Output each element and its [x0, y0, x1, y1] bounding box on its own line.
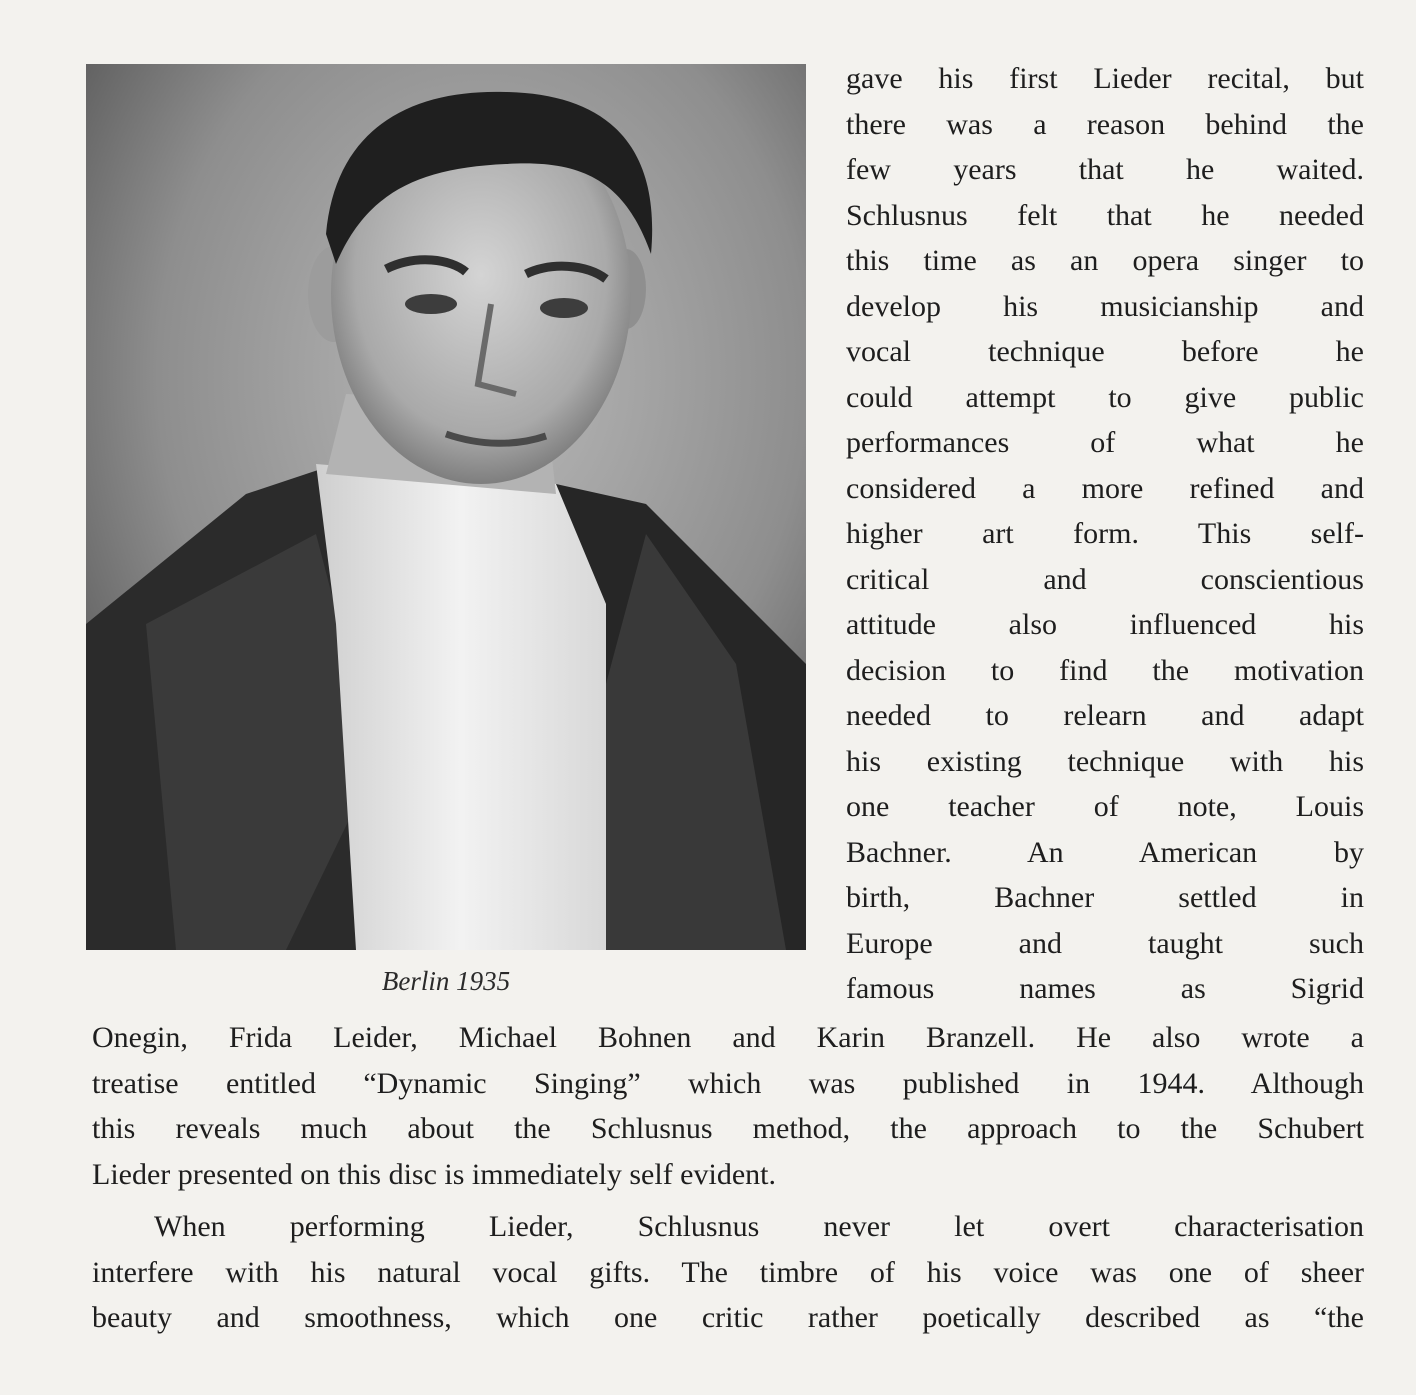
text-line: birth, Bachner settled in	[846, 881, 1364, 914]
text-line: develop his musicianship and	[846, 289, 1364, 323]
full-width-text	[92, 1015, 1364, 1341]
text-line: there was a reason behind the	[846, 107, 1364, 141]
text-line: higher art form. This self-	[846, 517, 1364, 550]
text-line: critical and conscientious	[846, 562, 1364, 596]
text-line: Europe and taught such	[846, 926, 1364, 960]
text-line: attitude also influenced his	[846, 608, 1364, 641]
text-line: performances of what he	[846, 426, 1364, 459]
text-line: Bachner. An American by	[846, 835, 1364, 869]
portrait-image	[86, 64, 806, 950]
text-line: famous names as Sigrid	[846, 972, 1364, 1005]
paragraph-first-line: When performing Lieder, Schlusnus never let overt characterisation	[154, 1210, 1364, 1243]
text-line: this time as an opera singer to	[846, 244, 1364, 277]
right-column-text	[846, 56, 1364, 1012]
text-line: his existing technique with his	[846, 744, 1364, 778]
text-line: needed to relearn and adapt	[846, 699, 1364, 732]
portrait-photo	[86, 64, 806, 950]
text-line: considered a more refined and	[846, 471, 1364, 505]
text-line: one teacher of note, Louis	[846, 790, 1364, 823]
text-line: Schlusnus felt that he needed	[846, 198, 1364, 232]
photo-caption: Berlin 1935	[381, 966, 511, 996]
text-line: few years that he waited.	[846, 153, 1364, 186]
text-line: gave his first Lieder recital, but	[846, 62, 1364, 95]
text-line: treatise entitled “Dynamic Singing” which was published in 1944. Although	[92, 1066, 1364, 1100]
text-line: vocal technique before he	[846, 335, 1364, 368]
text-line: could attempt to give public	[846, 380, 1364, 414]
text-line: interfere with his natural vocal gifts. The timbre of his voice was one of sheer	[92, 1255, 1364, 1289]
text-line: this reveals much about the Schlusnus method, the approach to the Schubert	[92, 1112, 1364, 1145]
text-line: beauty and smoothness, which one critic rather poetically described as “the	[92, 1301, 1364, 1334]
text-line: Onegin, Frida Leider, Michael Bohnen and Karin Branzell. He also wrote a	[92, 1021, 1364, 1054]
text-line: Lieder presented on this disc is immediately self evident.	[92, 1157, 776, 1191]
text-line: decision to find the motivation	[846, 653, 1364, 687]
